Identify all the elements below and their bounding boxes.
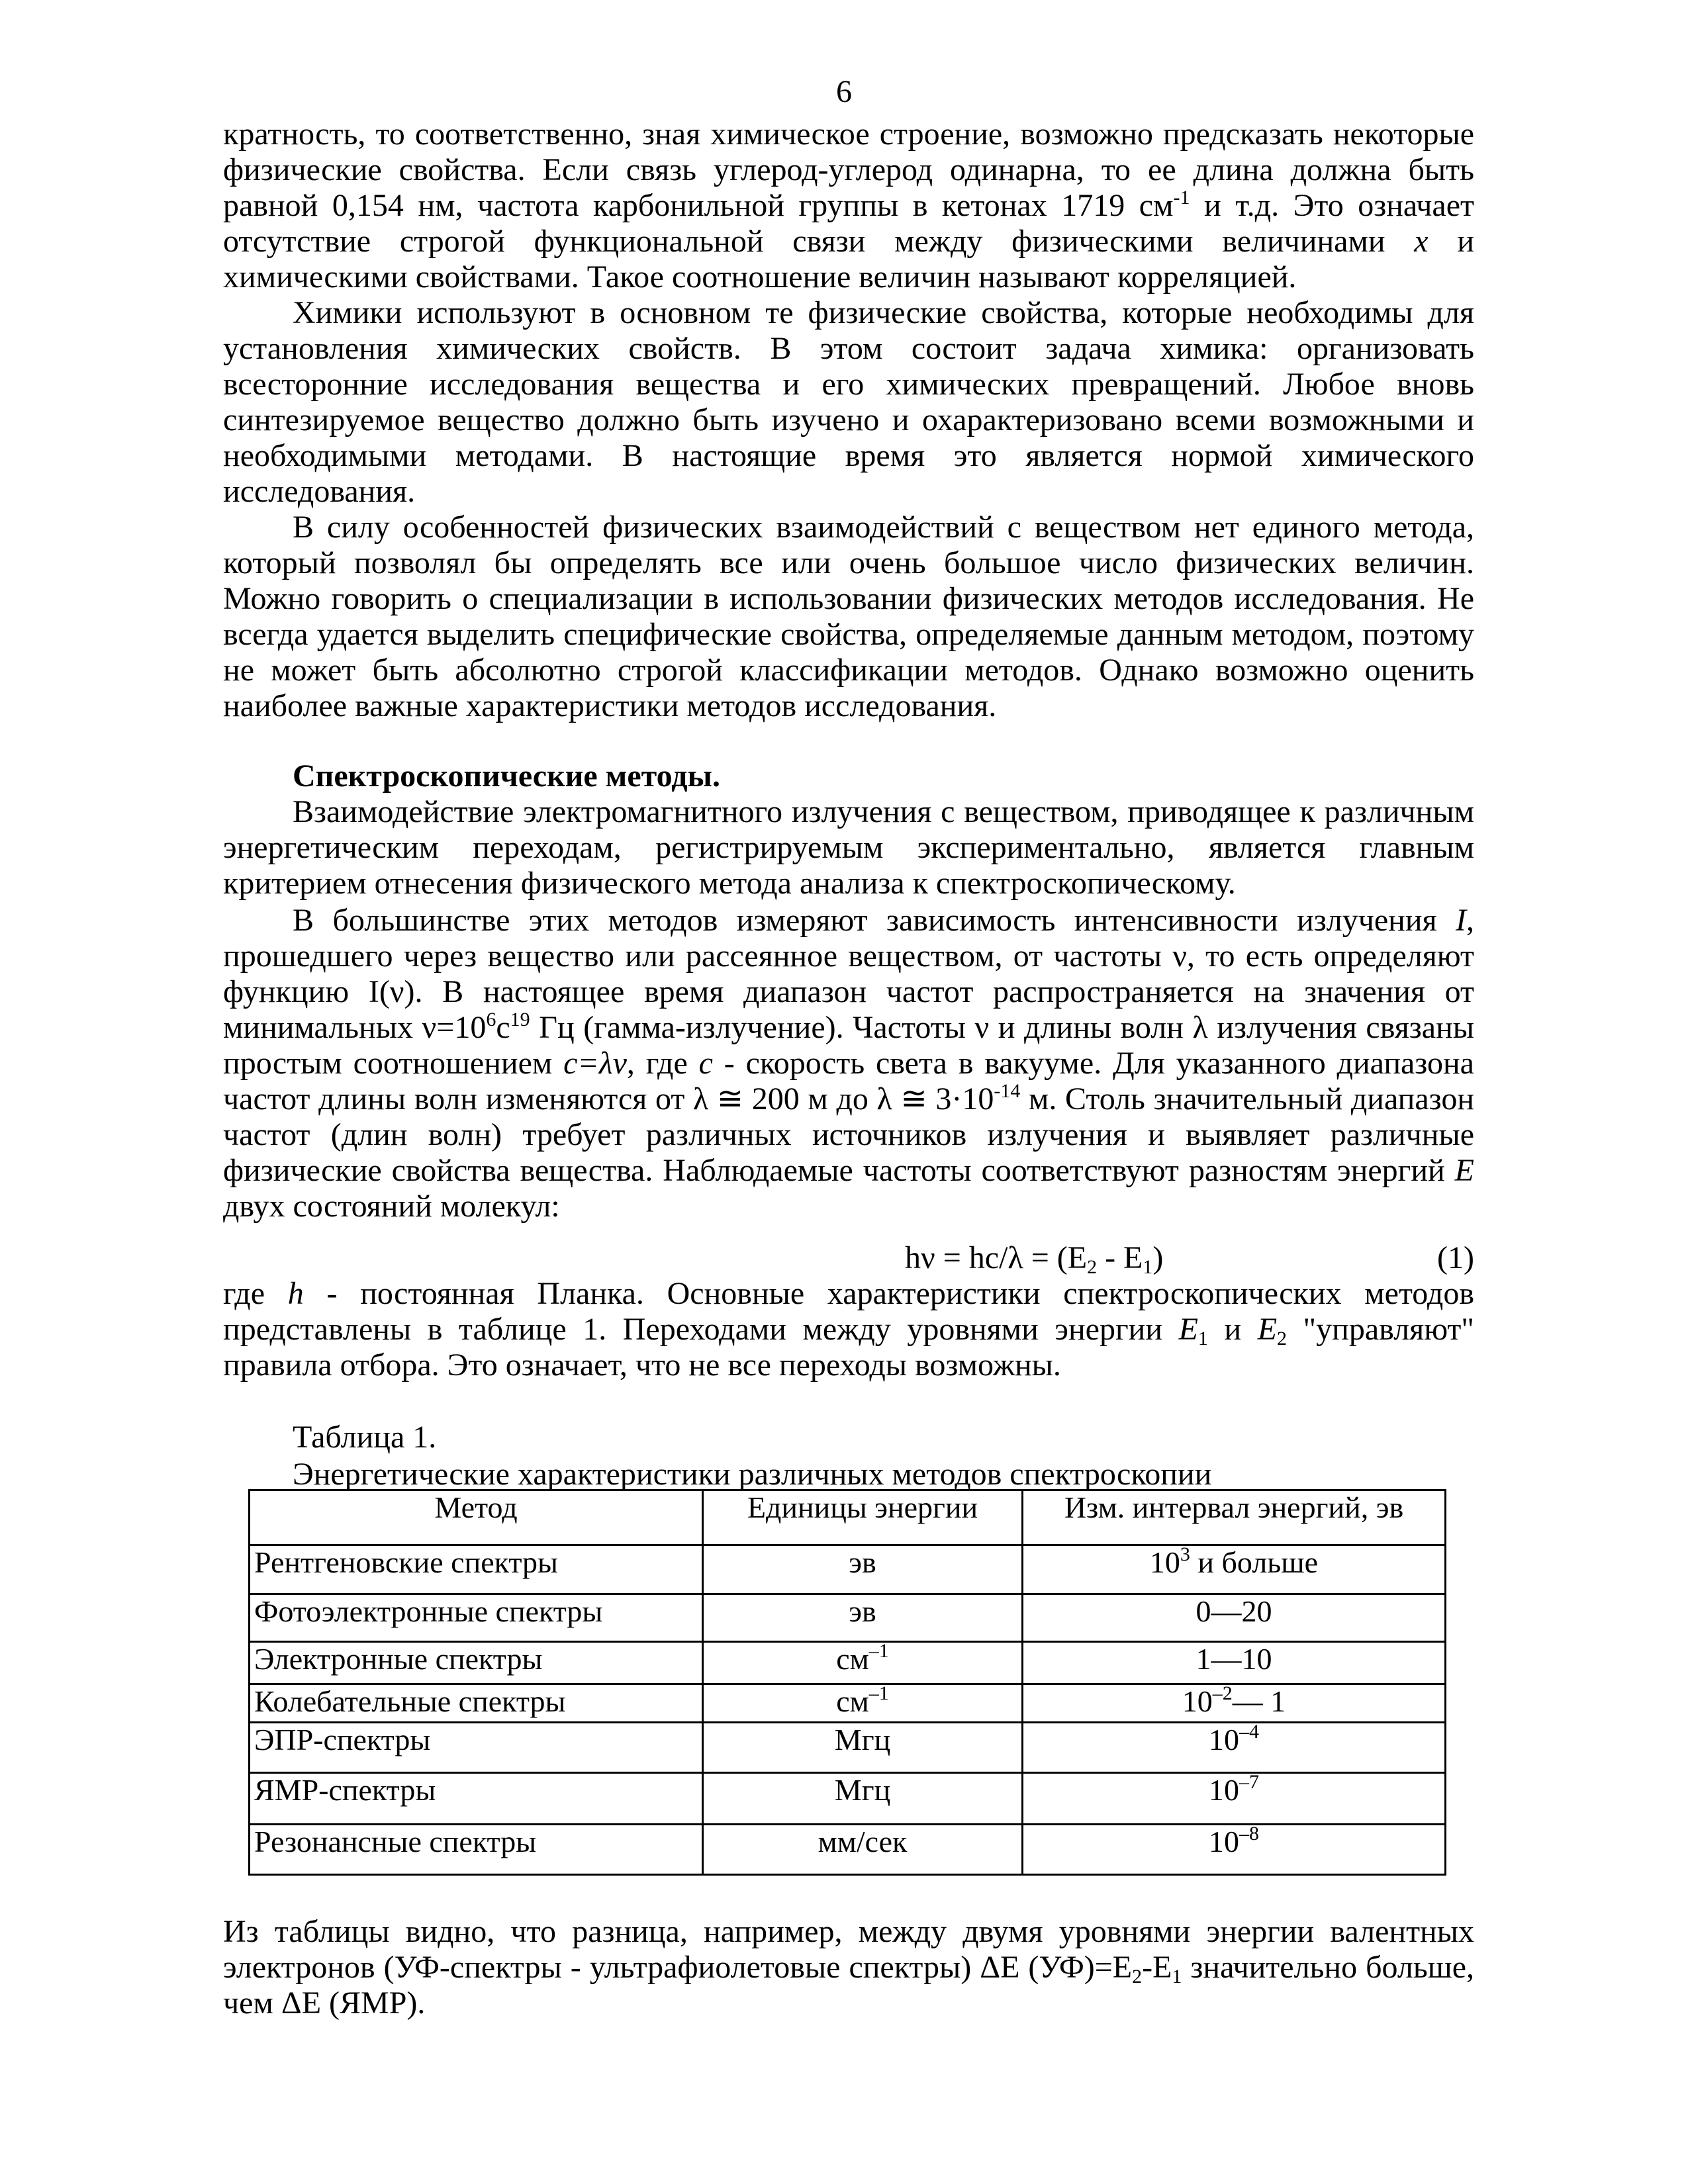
superscript: 19	[510, 1009, 530, 1030]
column-header: Метод	[250, 1490, 703, 1545]
superscript: 6	[486, 1009, 496, 1030]
text: кратность, то соответственно, зная химическое строение, возможно предсказать некоторые физические свойства. Если связь углерод-углерод одинарна, то ее длина должна быть равной 0,154 нм, частота карбонильной группы в кетонах 1719 см	[223, 116, 1474, 223]
unit-cell	[703, 1684, 1023, 1723]
unit-cell	[703, 1642, 1023, 1684]
unit: см	[836, 1642, 869, 1676]
range-base: 10	[1209, 1825, 1239, 1858]
method-cell: Резонансные спектры	[250, 1825, 703, 1875]
superscript: –1	[868, 1682, 889, 1704]
column-header: Единицы энергии	[703, 1490, 1023, 1545]
text: )	[1152, 1240, 1164, 1275]
equation-number: (1)	[1437, 1240, 1474, 1275]
table-caption	[293, 1419, 1418, 1493]
superscript: -1	[1173, 187, 1190, 208]
variable: E	[1257, 1312, 1278, 1347]
equation	[905, 1240, 1163, 1276]
variable: E	[1178, 1312, 1198, 1347]
superscript: –4	[1239, 1721, 1259, 1743]
text: c	[496, 1010, 510, 1045]
range-suffix: и больше	[1190, 1545, 1319, 1579]
unit: Мгц	[834, 1773, 891, 1807]
range-cell	[1023, 1723, 1446, 1773]
text: - E	[1097, 1240, 1143, 1275]
text: - постоянная Планка. Основные характеристики спектроскопических методов представлены в таблице 1. Переходами между уровнями энергии	[223, 1276, 1474, 1347]
range-cell	[1023, 1545, 1446, 1594]
variable: I	[1456, 903, 1466, 938]
superscript: 3	[1180, 1543, 1190, 1565]
table-title: Энергетические характеристики различных методов спектроскопии	[293, 1457, 1212, 1492]
method-cell: Рентгеновские спектры	[250, 1545, 703, 1594]
table-row	[250, 1773, 1446, 1825]
range-base: 10	[1182, 1684, 1213, 1718]
paragraph-planck	[223, 1276, 1474, 1383]
superscript: -14	[994, 1080, 1021, 1102]
paragraph-chemists: Химики используют в основном те физические свойства, которые необходимы для установления химических свойств. В этом состоит задача химика: организовать всесторонние исследования вещества и его химических превращений. Любое вновь синтезируемое вещество должно быть изучено и охарактеризовано всеми возможными и необходимыми методами. В настоящие время это является нормой химического исследования.	[223, 295, 1474, 509]
table-row	[250, 1684, 1446, 1723]
text: , прошедшего через вещество или рассеянное веществом, от частоты ν, то есть определяют функцию I(ν). В настоящее время диапазон частот распространяется на значения от минимальных ν=10	[223, 903, 1474, 1045]
range-suffix: — 1	[1232, 1684, 1286, 1718]
text: где	[223, 1276, 288, 1311]
method-cell: Фотоэлектронные спектры	[250, 1594, 703, 1642]
text: и т.д. Это означает отсутствие строгой функциональной связи между физическими величинами	[223, 188, 1475, 259]
page-number: 6	[836, 74, 852, 109]
range-cell	[1023, 1773, 1446, 1825]
table-number: Таблица 1.	[293, 1420, 437, 1455]
text: Гц (гамма-излучение). Частоты ν и длины волн λ излучения связаны простым соотношением	[223, 1010, 1475, 1081]
text: и химическими свойствами. Такое соотношение величин называют корреляцией.	[223, 224, 1475, 295]
superscript: –8	[1239, 1823, 1259, 1844]
range-cell	[1023, 1825, 1446, 1875]
method-cell: ЭПР-спектры	[250, 1723, 703, 1773]
table-row	[250, 1642, 1446, 1684]
table-row	[250, 1825, 1446, 1875]
text: значительно больше, чем ΔE (ЯМР).	[223, 1950, 1474, 2021]
subscript: 1	[1172, 1966, 1182, 1987]
subscript: 2	[1132, 1966, 1143, 1987]
text: Из таблицы видно, что разница, например, между двумя уровнями энергии валентных электронов (УФ-спектры - ультрафиолетовые спектры) ΔE (УФ)=E	[223, 1914, 1474, 1985]
method-cell: ЯМР-спектры	[250, 1773, 703, 1825]
unit: эв	[849, 1594, 876, 1628]
variable: E	[1454, 1153, 1474, 1188]
unit-cell	[703, 1545, 1023, 1594]
subscript: 2	[1277, 1328, 1288, 1349]
section-heading	[223, 758, 1474, 794]
variable: x	[1414, 224, 1429, 259]
text: -E	[1142, 1950, 1172, 1985]
range-cell	[1023, 1594, 1446, 1642]
unit-cell	[703, 1723, 1023, 1773]
energy-table	[248, 1489, 1446, 1876]
superscript: –1	[868, 1640, 889, 1662]
paragraph-specialization: В силу особенностей физических взаимодействий с веществом нет единого метода, который позволял бы определять все или очень большое число физических величин. Можно говорить о специализации в использовании физических методов исследования. Не всегда удается выделить специфические свойства, определяемые данным методом, поэтому не может быть абсолютно строгой классификации методов. Однако возможно оценить наиболее важные характеристики методов исследования.	[223, 510, 1474, 723]
method-cell: Электронные спектры	[250, 1642, 703, 1684]
unit: мм/сек	[818, 1825, 908, 1858]
paragraph-conclusion	[223, 1914, 1474, 2021]
unit: Мгц	[834, 1723, 891, 1756]
unit-cell	[703, 1825, 1023, 1875]
table-row	[250, 1723, 1446, 1773]
paragraph-interaction: Взаимодействие электромагнитного излучения с веществом, приводящее к различным энергетическим переходам, регистрируемым экспериментально, является главным критерием отнесения физического метода анализа к спектроскопическому.	[223, 794, 1474, 901]
table-row	[250, 1545, 1446, 1594]
heading-text: Спектроскопические методы.	[293, 758, 720, 794]
text: "управляют" правила отбора. Это означает, что не все переходы возможны.	[223, 1312, 1475, 1383]
unit: эв	[849, 1545, 876, 1579]
superscript: –2	[1212, 1682, 1233, 1704]
table-header-row	[250, 1490, 1446, 1545]
variable: c	[698, 1046, 713, 1081]
range-base: 1—10	[1196, 1642, 1272, 1676]
text: В большинстве этих методов измеряют зависимость интенсивности излучения	[293, 903, 1456, 938]
text: , где	[626, 1046, 699, 1081]
range-base: 10	[1149, 1545, 1180, 1579]
method-cell: Колебательные спектры	[250, 1684, 703, 1723]
table-row	[250, 1594, 1446, 1642]
unit-cell	[703, 1773, 1023, 1825]
range-base: 10	[1209, 1773, 1239, 1807]
text: м. Столь значительный диапазон частот (длин волн) требует различных источников излучения и выявляет различные физические свойства вещества. Наблюдаемые частоты соответствуют разностям энергий	[223, 1081, 1475, 1188]
variable: h	[287, 1276, 304, 1311]
unit-cell	[703, 1594, 1023, 1642]
superscript: –7	[1239, 1771, 1259, 1793]
subscript: 2	[1087, 1256, 1098, 1278]
range-cell	[1023, 1642, 1446, 1684]
text: - скорость света в вакууме. Для указанного диапазона частот длины волн изменяются от λ ≅ 200 м до λ ≅ 3·10	[223, 1046, 1474, 1116]
column-header: Изм. интервал энергий, эв	[1023, 1490, 1446, 1545]
paragraph-methods	[223, 903, 1474, 1224]
range-base: 0—20	[1196, 1594, 1272, 1628]
text: двух состояний молекул:	[223, 1189, 560, 1224]
paragraph-correlation	[223, 116, 1474, 295]
subscript: 1	[1143, 1256, 1153, 1278]
range-cell	[1023, 1684, 1446, 1723]
subscript: 1	[1197, 1328, 1208, 1349]
text: hν = hc/λ = (E	[905, 1240, 1088, 1275]
variable: c=λν	[563, 1046, 627, 1081]
unit: см	[836, 1684, 869, 1718]
text: и	[1207, 1312, 1258, 1347]
range-base: 10	[1209, 1723, 1239, 1756]
